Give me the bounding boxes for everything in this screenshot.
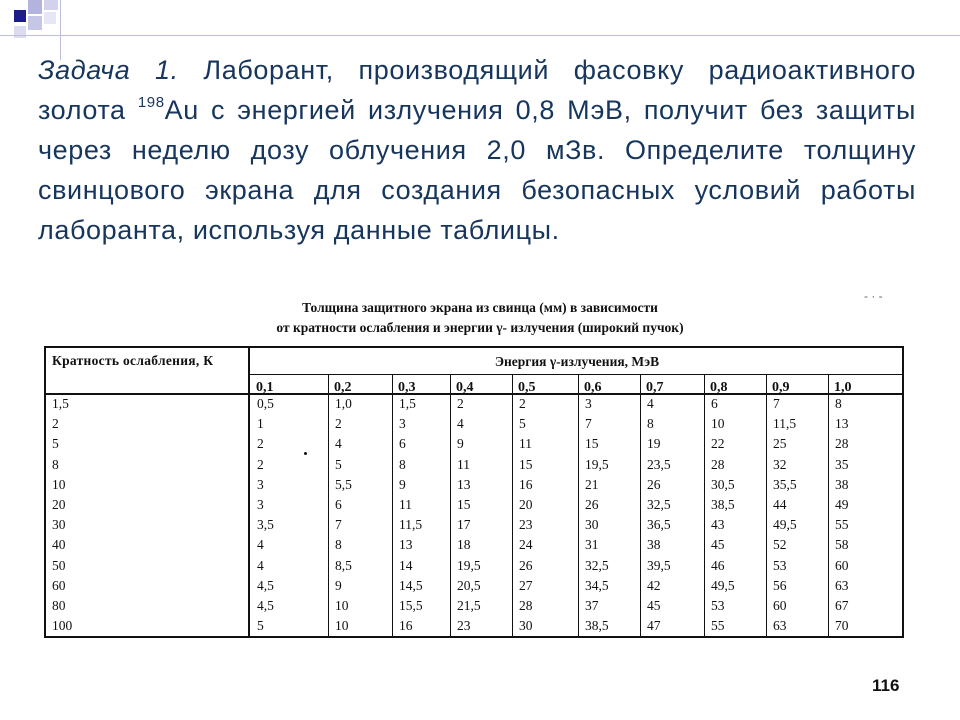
- thickness-value: 31: [585, 537, 599, 553]
- thickness-value: 2: [257, 436, 264, 452]
- thickness-value: 9: [335, 577, 342, 593]
- thickness-value: 44: [773, 497, 787, 512]
- thickness-value: 19: [647, 436, 661, 452]
- thickness-value: 2: [335, 416, 342, 432]
- thickness-value: 42: [647, 577, 661, 593]
- thickness-value: 5: [519, 416, 526, 432]
- thickness-value: 46: [711, 557, 725, 573]
- scan-mark: - · -: [864, 289, 883, 303]
- task-text: [38, 50, 916, 250]
- thickness-value: 9: [399, 476, 406, 492]
- scan-dot: [304, 452, 307, 455]
- energy-value: 0,3: [398, 380, 416, 395]
- thickness-value: 58: [835, 537, 849, 553]
- thickness-value: 2: [457, 396, 464, 411]
- thickness-value: 32,5: [647, 497, 671, 512]
- table-vline: [450, 374, 451, 636]
- table-caption-line1: Толщина защитного экрана из свинца (мм) в зависимости: [302, 300, 658, 315]
- energy-value: 0,9: [772, 380, 790, 395]
- table-caption-line2: от кратности ослабления и энергии γ- излучения (широкий пучок): [276, 320, 684, 335]
- thickness-value: 15: [457, 497, 471, 512]
- thickness-value: 1,5: [399, 396, 416, 411]
- decor-square: [14, 10, 26, 22]
- thickness-value: 11: [399, 497, 412, 512]
- thickness-value: 7: [585, 416, 592, 432]
- thickness-value: 39,5: [647, 557, 671, 573]
- thickness-value: 4: [647, 396, 654, 411]
- energy-value: 0,7: [646, 380, 664, 395]
- page-number: 116: [872, 676, 900, 695]
- thickness-value: 14: [399, 557, 413, 573]
- thickness-value: 53: [773, 557, 787, 573]
- thickness-value: 28: [711, 456, 725, 472]
- thickness-value: 11,5: [399, 517, 423, 533]
- thickness-value: 25: [773, 436, 787, 452]
- energy-value: 0,2: [334, 380, 352, 395]
- thickness-value: 3: [585, 396, 592, 411]
- thickness-value: 3: [399, 416, 406, 432]
- thickness-value: 8: [335, 537, 342, 553]
- thickness-value: 43: [711, 517, 725, 533]
- thickness-value: 49: [835, 497, 849, 512]
- thickness-value: 38: [835, 476, 849, 492]
- decor-square: [14, 26, 26, 38]
- thickness-value: 45: [711, 537, 725, 553]
- thickness-value: 7: [335, 517, 342, 533]
- thickness-value: 5,5: [335, 476, 352, 492]
- table-hline: [250, 374, 902, 375]
- thickness-value: 10: [335, 598, 349, 613]
- thickness-value: 8: [399, 456, 406, 472]
- k-value: 8: [52, 456, 59, 472]
- thickness-value: 5: [257, 618, 264, 634]
- thickness-value: 24: [519, 537, 533, 553]
- thickness-value: 37: [585, 598, 599, 613]
- thickness-value: 30: [585, 517, 599, 533]
- thickness-value: 8,5: [335, 557, 352, 573]
- table-caption: [200, 298, 760, 338]
- thickness-value: 14,5: [399, 577, 423, 593]
- thickness-value: 15: [585, 436, 599, 452]
- thickness-value: 4: [257, 557, 264, 573]
- thickness-value: 4,5: [257, 598, 274, 613]
- thickness-value: 21,5: [457, 598, 481, 613]
- thickness-value: 55: [711, 618, 725, 634]
- thickness-value: 7: [773, 396, 780, 411]
- thickness-value: 5: [335, 456, 342, 472]
- table-vline: [704, 374, 705, 636]
- isotope-mass: 198: [137, 94, 165, 111]
- table-vline: [578, 374, 579, 636]
- lead-thickness-table: [44, 346, 904, 638]
- thickness-value: 15,5: [399, 598, 423, 613]
- thickness-value: 8: [835, 396, 842, 411]
- k-value: 5: [52, 436, 59, 452]
- thickness-value: 63: [835, 577, 849, 593]
- thickness-value: 21: [585, 476, 599, 492]
- table-vline: [328, 374, 329, 636]
- thickness-value: 16: [399, 618, 413, 634]
- energy-value: 1,0: [834, 380, 852, 395]
- thickness-value: 20: [519, 497, 533, 512]
- thickness-value: 35,5: [773, 476, 797, 492]
- thickness-value: 10: [335, 618, 349, 634]
- thickness-value: 26: [647, 476, 661, 492]
- energy-value: 0,6: [584, 380, 602, 395]
- thickness-value: 34,5: [585, 577, 609, 593]
- thickness-value: 23,5: [647, 456, 671, 472]
- thickness-value: 63: [773, 618, 787, 634]
- thickness-value: 18: [457, 537, 471, 553]
- thickness-value: 26: [519, 557, 533, 573]
- thickness-value: 3,5: [257, 517, 274, 533]
- thickness-value: 26: [585, 497, 599, 512]
- thickness-value: 19,5: [457, 557, 481, 573]
- thickness-value: 35: [835, 456, 849, 472]
- thickness-value: 1: [257, 416, 264, 432]
- table-vline: [828, 374, 829, 636]
- task-text-part1: Лаборант, производящий фасовку радиоактивного золота: [38, 55, 917, 125]
- thickness-value: 4: [457, 416, 464, 432]
- decor-square: [28, 16, 42, 30]
- decor-line: [0, 35, 960, 36]
- thickness-value: 3: [257, 497, 264, 512]
- thickness-value: 11: [457, 456, 470, 472]
- table-vline: [640, 374, 641, 636]
- thickness-value: 8: [647, 416, 654, 432]
- k-value: 10: [52, 476, 66, 492]
- k-value: 40: [52, 537, 66, 553]
- decor-square: [28, 0, 42, 14]
- thickness-value: 20,5: [457, 577, 481, 593]
- thickness-value: 16: [519, 476, 533, 492]
- thickness-value: 11: [519, 436, 532, 452]
- thickness-value: 67: [835, 598, 849, 613]
- thickness-value: 28: [835, 436, 849, 452]
- thickness-value: 49,5: [773, 517, 797, 533]
- thickness-value: 30: [519, 618, 533, 634]
- thickness-value: 38,5: [585, 618, 609, 634]
- thickness-value: 11,5: [773, 416, 797, 432]
- k-value: 2: [52, 416, 59, 432]
- k-value: 60: [52, 577, 66, 593]
- energy-value: 0,1: [256, 380, 274, 395]
- thickness-value: 4: [257, 537, 264, 553]
- task-text-part2: Au с энергией излучения 0,8 МэВ, получит без защиты через неделю дозу облучения 2,0 мЗв. Определите толщину свинцового экрана для создания безопасных условий работы лаборанта, используя данные таблицы.: [38, 95, 916, 245]
- thickness-value: 9: [457, 436, 464, 452]
- thickness-value: 70: [835, 618, 849, 634]
- thickness-value: 27: [519, 577, 533, 593]
- thickness-value: 10: [711, 416, 725, 432]
- thickness-value: 19,5: [585, 456, 609, 472]
- k-value: 80: [52, 598, 66, 613]
- k-column-header: Кратность ослабления, К: [52, 353, 214, 368]
- energy-value: 0,8: [710, 380, 728, 395]
- thickness-value: 15: [519, 456, 533, 472]
- thickness-value: 6: [399, 436, 406, 452]
- table-vline: [392, 374, 393, 636]
- table-vline: [512, 374, 513, 636]
- thickness-value: 45: [647, 598, 661, 613]
- decor-square: [44, 0, 58, 10]
- thickness-value: 47: [647, 618, 661, 634]
- thickness-value: 3: [257, 476, 264, 492]
- thickness-value: 13: [399, 537, 413, 553]
- thickness-value: 1,0: [335, 396, 352, 411]
- thickness-value: 17: [457, 517, 471, 533]
- energy-value: 0,4: [456, 380, 474, 395]
- thickness-value: 0,5: [257, 396, 274, 411]
- thickness-value: 60: [773, 598, 787, 613]
- thickness-value: 4: [335, 436, 342, 452]
- k-value: 1,5: [52, 396, 69, 411]
- k-value: 20: [52, 497, 66, 512]
- task-number: 1.: [155, 55, 179, 85]
- k-value: 100: [52, 618, 73, 634]
- thickness-value: 38,5: [711, 497, 735, 512]
- thickness-value: 13: [457, 476, 471, 492]
- thickness-value: 32,5: [585, 557, 609, 573]
- task-label: Задача: [38, 55, 131, 85]
- thickness-value: 2: [519, 396, 526, 411]
- thickness-value: 49,5: [711, 577, 735, 593]
- thickness-value: 32: [773, 456, 787, 472]
- k-value: 30: [52, 517, 66, 533]
- thickness-value: 22: [711, 436, 725, 452]
- thickness-value: 52: [773, 537, 787, 553]
- thickness-value: 23: [457, 618, 471, 634]
- table-vline: [248, 348, 250, 636]
- thickness-value: 30,5: [711, 476, 735, 492]
- thickness-value: 60: [835, 557, 849, 573]
- thickness-value: 6: [711, 396, 718, 411]
- table-vline: [766, 374, 767, 636]
- thickness-value: 2: [257, 456, 264, 472]
- thickness-value: 53: [711, 598, 725, 613]
- thickness-value: 36,5: [647, 517, 671, 533]
- thickness-value: 4,5: [257, 577, 274, 593]
- energy-value: 0,5: [518, 380, 536, 395]
- decor-square: [44, 12, 56, 24]
- thickness-value: 55: [835, 517, 849, 533]
- thickness-value: 6: [335, 497, 342, 512]
- k-value: 50: [52, 557, 66, 573]
- thickness-value: 23: [519, 517, 533, 533]
- thickness-value: 56: [773, 577, 787, 593]
- thickness-value: 13: [835, 416, 849, 432]
- thickness-value: 38: [647, 537, 661, 553]
- energy-header: Энергия γ-излучения, МэВ: [494, 354, 660, 369]
- thickness-value: 28: [519, 598, 533, 613]
